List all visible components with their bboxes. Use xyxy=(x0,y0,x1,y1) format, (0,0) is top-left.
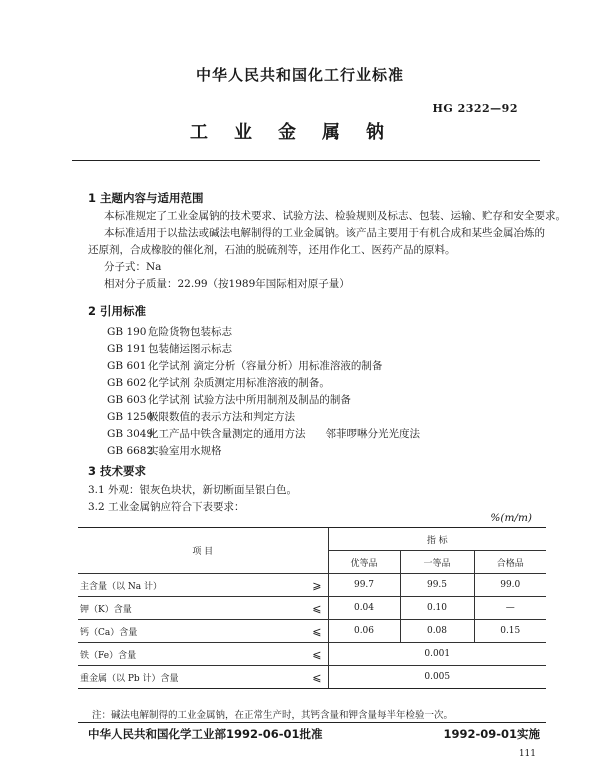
standard-code: HG 2322—92 xyxy=(432,102,518,115)
item-name-cell: 钾（K）含量 xyxy=(78,597,290,620)
value-cell: 0.06 xyxy=(328,620,400,643)
header-rule xyxy=(72,160,540,161)
comparator-cell: ⩽ xyxy=(290,620,328,643)
value-cell: 99.5 xyxy=(400,574,474,597)
reference-code: GB 601 xyxy=(107,360,147,372)
merged-value-cell: 0.001 xyxy=(328,643,546,666)
reference-item xyxy=(107,358,382,373)
reference-title: 实验室用水规格 xyxy=(148,445,222,457)
value-cell: 0.04 xyxy=(328,597,400,620)
reference-code: GB 603 xyxy=(107,394,147,406)
reference-item xyxy=(107,409,295,424)
merged-value-cell: 0.005 xyxy=(328,666,546,689)
section-1-heading: 1 主题内容与适用范围 xyxy=(88,191,204,205)
value-cell: 0.08 xyxy=(400,620,474,643)
reference-code: GB 3049 xyxy=(107,428,154,440)
item-name-cell: 重金属（以 Pb 计）含量 xyxy=(78,666,290,689)
reference-item xyxy=(107,341,232,356)
reference-item xyxy=(107,375,330,390)
table-header-row xyxy=(78,528,546,551)
molecular-formula: 分子式：Na xyxy=(104,261,162,273)
table-row xyxy=(78,597,546,620)
table-note: 注：碱法电解制得的工业金属钠，在正常生产时，其钙含量和钾含量每半年检验一次。 xyxy=(92,710,454,721)
requirement-3-2: 3.2 工业金属钠应符合下表要求： xyxy=(88,501,245,513)
comparator-cell: ⩽ xyxy=(290,666,328,689)
table-row xyxy=(78,620,546,643)
grade-premium: 优等品 xyxy=(328,551,400,574)
reference-method: 邻菲啰啉分光光度法 xyxy=(325,428,420,440)
reference-title: 危险货物包装标志 xyxy=(148,326,232,338)
table-row xyxy=(78,666,546,689)
section-1-paragraph-2-line-2: 还原剂，合成橡胶的催化剂，石油的脱硫剂等，还用作化工、医药产品的原料。 xyxy=(88,244,456,256)
reference-title: 化学试剂 滴定分析（容量分析）用标准溶液的制备 xyxy=(148,360,383,372)
page-number: 111 xyxy=(518,749,536,759)
value-cell: 0.15 xyxy=(474,620,546,643)
section-2-heading: 2 引用标准 xyxy=(88,304,147,318)
reference-title: 化工产品中铁含量测定的通用方法 xyxy=(148,428,306,440)
reference-item xyxy=(107,324,232,339)
item-name-cell: 铁（Fe）含量 xyxy=(78,643,290,666)
column-header-item: 项 目 xyxy=(78,528,328,574)
reference-code: GB 602 xyxy=(107,377,147,389)
reference-title: 包装储运图示标志 xyxy=(148,343,232,355)
molecular-mass: 相对分子质量：22.99（按1989年国际相对原子量） xyxy=(104,278,350,290)
reference-code: GB 6682 xyxy=(107,445,154,457)
section-1-paragraph-1: 本标准规定了工业金属钠的技术要求、试验方法、检验规则及标志、包装、运输、贮存和安全要求。 xyxy=(104,210,566,222)
spec-table xyxy=(78,527,546,689)
value-cell: 99.7 xyxy=(328,574,400,597)
item-name-cell: 钙（Ca）含量 xyxy=(78,620,290,643)
reference-code: GB 1250 xyxy=(107,411,154,423)
standard-title: 中华人民共和国化工行业标准 xyxy=(195,66,404,84)
comparator-cell: ⩾ xyxy=(290,574,328,597)
requirement-3-1: 3.1 外观：银灰色块状，新切断面呈银白色。 xyxy=(88,484,298,496)
reference-title: 化学试剂 试验方法中所用制剂及制品的制备 xyxy=(148,394,351,406)
item-name-cell: 主含量（以 Na 计） xyxy=(78,574,290,597)
reference-item xyxy=(107,392,351,407)
reference-title: 极限数值的表示方法和判定方法 xyxy=(148,411,295,423)
value-cell: — xyxy=(474,597,546,620)
comparator-cell: ⩽ xyxy=(290,597,328,620)
product-title: 工业金属钠 xyxy=(190,122,410,143)
reference-title: 化学试剂 杂质测定用标准溶液的制备。 xyxy=(148,377,330,389)
table-unit: %(m/m) xyxy=(490,512,532,524)
value-cell: 0.10 xyxy=(400,597,474,620)
reference-code: GB 191 xyxy=(107,343,147,355)
section-3-heading: 3 技术要求 xyxy=(88,464,147,478)
comparator-cell: ⩽ xyxy=(290,643,328,666)
column-header-index: 指 标 xyxy=(328,528,546,551)
grade-first: 一等品 xyxy=(400,551,474,574)
footer-rule xyxy=(78,722,546,723)
value-cell: 99.0 xyxy=(474,574,546,597)
section-1-paragraph-2-line-1: 本标准适用于以盐法或碱法电解制得的工业金属钠。该产品主要用于有机合成和某些金属冶炼的 xyxy=(104,227,545,239)
reference-code: GB 190 xyxy=(107,326,147,338)
approval-line: 中华人民共和国化学工业部1992-06-01批准 xyxy=(88,727,323,741)
table-row xyxy=(78,643,546,666)
table-row xyxy=(78,574,546,597)
reference-item xyxy=(107,443,222,458)
grade-qualified: 合格品 xyxy=(474,551,546,574)
implementation-date: 1992-09-01实施 xyxy=(443,727,540,741)
reference-item xyxy=(107,426,420,441)
